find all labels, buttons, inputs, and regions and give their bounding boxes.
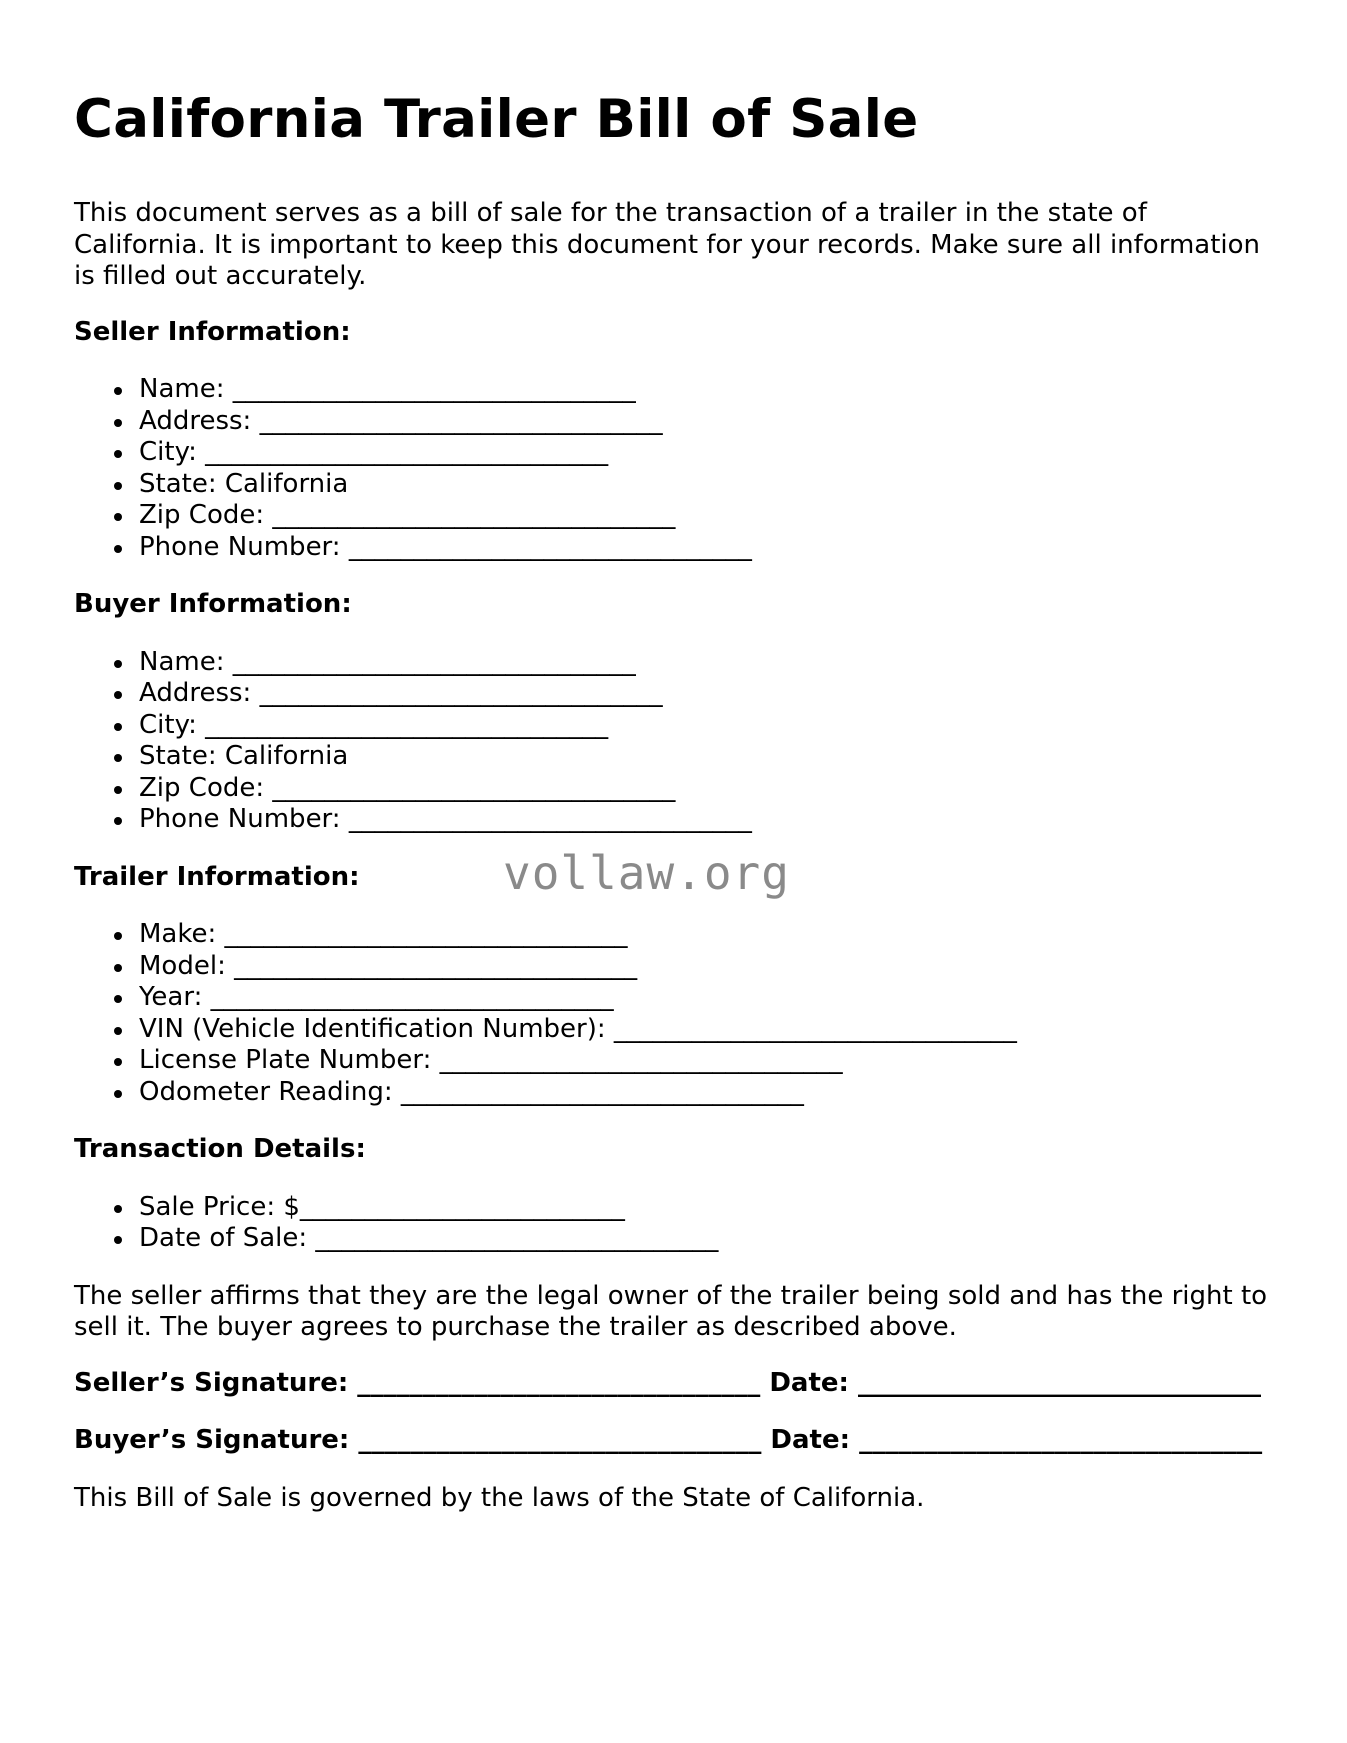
seller-address-field: Address: _______________________________	[74, 406, 1274, 438]
seller-signature-line: Seller’s Signature: _______________________________ Date: _______________________________	[74, 1367, 1261, 1398]
watermark: vollaw.org	[503, 846, 790, 900]
buyer-signature-line: Buyer’s Signature: _______________________________ Date: _______________________________	[74, 1425, 1263, 1455]
seller-phone-field: Phone Number: _______________________________	[74, 532, 1274, 564]
buyer-information-list	[74, 647, 1274, 836]
seller-information-list	[74, 374, 1274, 563]
transaction-details-list	[74, 1192, 1274, 1255]
trailer-license-plate-field: License Plate Number: _______________________________	[74, 1045, 1274, 1077]
trailer-information-list	[74, 919, 1274, 1108]
date-of-sale-field: Date of Sale: _______________________________	[74, 1223, 1274, 1255]
trailer-information-heading: Trailer Information:	[74, 861, 360, 892]
seller-state-field: State: California	[74, 469, 1274, 501]
buyer-address-field: Address: _______________________________	[74, 678, 1274, 710]
buyer-information-heading: Buyer Information:	[74, 589, 352, 619]
trailer-odometer-field: Odometer Reading: _______________________________	[74, 1077, 1274, 1109]
trailer-model-field: Model: _______________________________	[74, 951, 1274, 983]
trailer-vin-field: VIN (Vehicle Identification Number): _______________________________	[74, 1014, 1274, 1046]
governing-law-statement: This Bill of Sale is governed by the laws of the State of California.	[74, 1482, 925, 1513]
document-title: California Trailer Bill of Sale	[74, 89, 919, 150]
seller-information-heading: Seller Information:	[74, 316, 351, 347]
sale-price-field: Sale Price: $_________________________	[74, 1192, 1274, 1224]
buyer-phone-field: Phone Number: _______________________________	[74, 804, 1274, 836]
buyer-zip-field: Zip Code: _______________________________	[74, 773, 1274, 805]
trailer-make-field: Make: _______________________________	[74, 919, 1274, 951]
transaction-details-heading: Transaction Details:	[74, 1134, 366, 1164]
intro-paragraph: This document serves as a bill of sale for the transaction of a trailer in the state of California. It is important to keep this document for your records. Make sure all information is filled out accurately.	[74, 198, 1261, 291]
buyer-city-field: City: _______________________________	[74, 710, 1274, 742]
affirmation-paragraph: The seller affirms that they are the legal owner of the trailer being sold and has the right to sell it. The buyer agrees to purchase the trailer as described above.	[74, 1280, 1268, 1342]
seller-name-field: Name: _______________________________	[74, 374, 1274, 406]
seller-city-field: City: _______________________________	[74, 437, 1274, 469]
buyer-name-field: Name: _______________________________	[74, 647, 1274, 679]
seller-zip-field: Zip Code: _______________________________	[74, 500, 1274, 532]
document-page	[74, 88, 1274, 1514]
buyer-state-field: State: California	[74, 741, 1274, 773]
trailer-year-field: Year: _______________________________	[74, 982, 1274, 1014]
